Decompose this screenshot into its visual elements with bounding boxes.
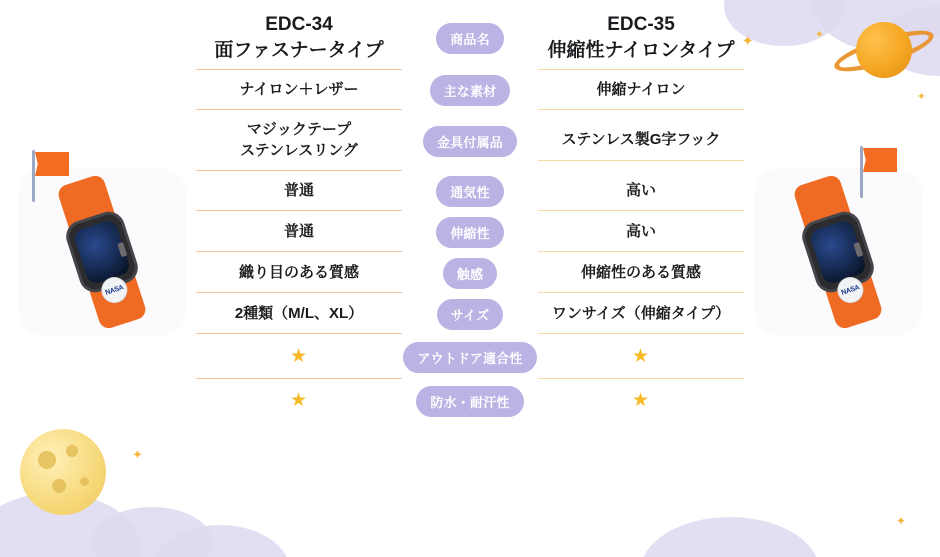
cell-text: ナイロン＋レザー	[239, 81, 359, 99]
cell-text: 伸縮ナイロン	[596, 81, 686, 99]
row-label-badge: 金具付属品	[423, 126, 517, 157]
moon-crater	[38, 451, 56, 469]
row-label-wrap	[402, 381, 538, 422]
row-label-wrap	[402, 70, 538, 111]
cell-right-2	[538, 121, 744, 160]
table-row	[196, 335, 744, 380]
cell-text: ステンレス製G字フック	[561, 131, 721, 149]
cell-right-4	[538, 213, 744, 252]
moon-icon	[20, 429, 106, 515]
star-icon: ★	[289, 345, 309, 367]
moon-crater	[66, 445, 78, 457]
cell-right-5	[538, 254, 744, 293]
table-row	[196, 253, 744, 294]
cell-text: 伸縮性のある質感	[580, 263, 701, 281]
cell-text: EDC-34	[265, 14, 333, 35]
nasa-badge: NASA	[98, 274, 131, 307]
star-icon: ★	[631, 345, 651, 367]
flag-pole	[32, 150, 35, 202]
table-row	[196, 294, 744, 335]
cell-left-2	[196, 111, 402, 171]
cell-left-3	[196, 172, 402, 211]
cell-text: 織り目のある質感	[238, 263, 359, 281]
row-label-badge: サイズ	[437, 299, 504, 330]
row-label-wrap	[402, 18, 538, 59]
cell-text: 面ファスナータイプ	[214, 39, 384, 61]
cell-text: 高い	[625, 181, 656, 199]
cell-right-7	[538, 335, 744, 380]
cell-right-6	[538, 295, 744, 334]
cell-text: 高い	[625, 222, 656, 240]
table-row	[196, 111, 744, 171]
row-label-wrap	[402, 212, 538, 253]
star-icon: ★	[289, 390, 309, 412]
table-row	[196, 379, 744, 423]
cell-left-1	[196, 71, 402, 110]
moon-crater	[80, 477, 89, 486]
table-row	[196, 212, 744, 253]
row-label-badge: 触感	[443, 258, 497, 289]
table-row	[196, 70, 744, 111]
cell-text: 伸縮性ナイロンタイプ	[547, 39, 735, 61]
cell-right-0	[538, 6, 744, 70]
row-label-badge: 商品名	[436, 23, 504, 54]
star-icon: ★	[631, 390, 651, 412]
planet-icon	[856, 22, 912, 78]
star-icon: ✦	[741, 33, 754, 50]
star-icon: ✦	[132, 447, 143, 462]
flag-pole	[860, 146, 863, 198]
cell-text: 2種類（M/L、XL）	[234, 304, 364, 322]
row-label-wrap	[402, 253, 538, 294]
cell-right-3	[538, 172, 744, 211]
cell-left-5	[196, 254, 402, 293]
star-icon: ✦	[895, 514, 906, 528]
cell-text: ステンレスリング	[240, 141, 358, 159]
flag-icon	[30, 150, 76, 202]
cell-text: マジックテープ	[246, 121, 352, 139]
cell-text: EDC-35	[607, 14, 675, 35]
nasa-badge: NASA	[834, 274, 867, 307]
table-row	[196, 6, 744, 70]
cell-text: 普通	[283, 222, 314, 240]
row-label-badge: 防水・耐汗性	[416, 386, 523, 417]
cell-right-8	[538, 379, 744, 423]
cell-right-1	[538, 71, 744, 110]
cell-left-8	[196, 379, 402, 423]
star-icon: ✦	[814, 29, 824, 41]
cell-text: ワンサイズ（伸縮タイプ）	[551, 304, 731, 322]
row-label-badge: アウトドア適合性	[403, 342, 536, 373]
row-label-badge: 伸縮性	[436, 217, 504, 248]
cell-text: 普通	[283, 181, 314, 199]
table-row	[196, 171, 744, 212]
row-label-wrap	[402, 337, 538, 378]
comparison-table	[196, 6, 744, 423]
row-label-badge: 通気性	[436, 176, 504, 207]
cell-left-7	[196, 335, 402, 380]
row-label-wrap	[402, 121, 538, 162]
row-label-wrap	[402, 171, 538, 212]
cell-left-0	[196, 6, 402, 70]
cell-left-6	[196, 295, 402, 334]
flag-cloth	[35, 152, 69, 176]
row-label-wrap	[402, 294, 538, 335]
row-label-badge: 主な素材	[430, 75, 511, 106]
flag-cloth	[863, 148, 897, 172]
flag-icon	[858, 146, 904, 198]
moon-crater	[52, 479, 66, 493]
cell-left-4	[196, 213, 402, 252]
star-icon: ✦	[916, 91, 926, 103]
cloud-shape	[640, 517, 820, 557]
